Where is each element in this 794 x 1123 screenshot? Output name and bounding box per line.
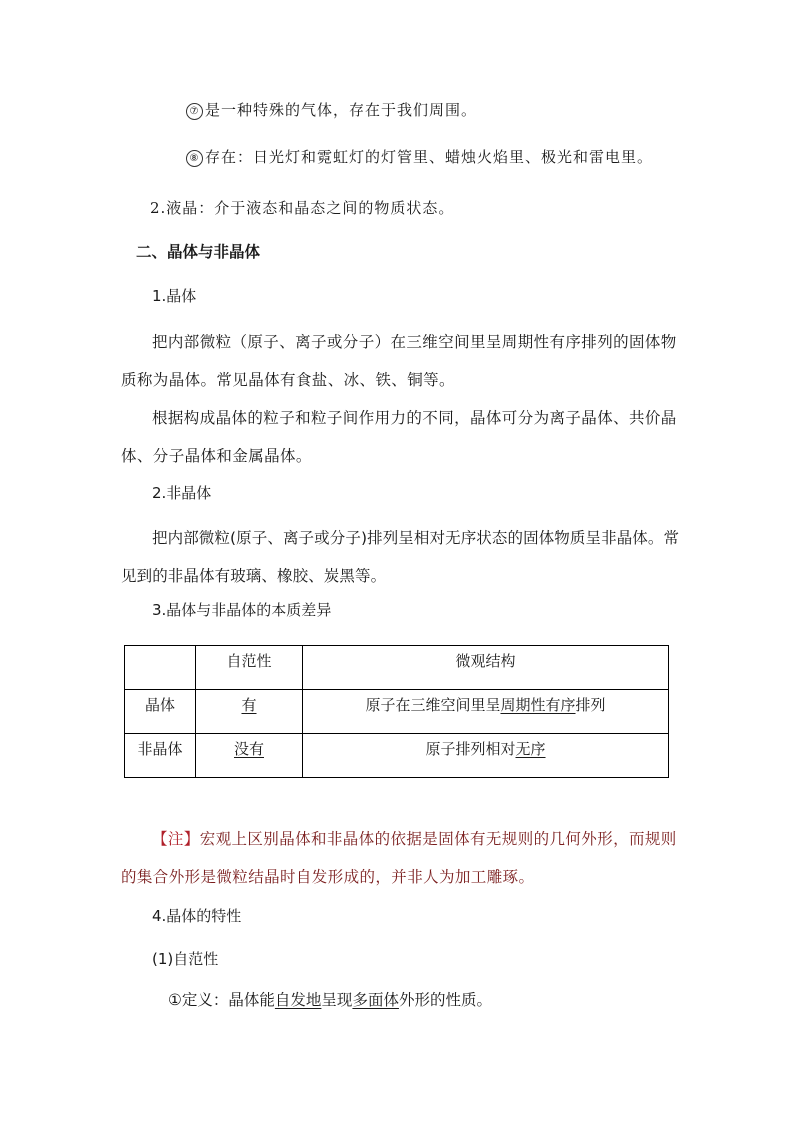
definition-text: ①定义：晶体能 bbox=[168, 991, 275, 1009]
difference-heading: 3.晶体与非晶体的本质差异 bbox=[152, 601, 332, 619]
note-paragraph bbox=[121, 820, 677, 896]
table-cell-crystal-self bbox=[196, 690, 303, 734]
self-forming-definition bbox=[168, 990, 492, 1010]
table-header-empty bbox=[125, 646, 196, 690]
self-forming-subheading: (1)自范性 bbox=[152, 950, 219, 968]
underlined-answer: 有序 bbox=[545, 696, 576, 714]
crystal-heading: 1.晶体 bbox=[152, 287, 197, 305]
properties-heading: 4.晶体的特性 bbox=[152, 907, 242, 925]
list-item-7-text: 是一种特殊的气体，存在于我们周围。 bbox=[205, 101, 478, 119]
table-row bbox=[125, 734, 669, 778]
micro-text: 原子在三维空间里呈 bbox=[365, 696, 501, 714]
table-row bbox=[125, 690, 669, 734]
underlined-answer: 周期性 bbox=[500, 696, 546, 714]
underlined-answer: 没有 bbox=[233, 740, 264, 758]
table-cell-amorphous-label: 非晶体 bbox=[125, 734, 196, 778]
list-item-7 bbox=[186, 100, 477, 120]
table-cell-amorphous-micro bbox=[303, 734, 669, 778]
table-header-microstructure: 微观结构 bbox=[303, 646, 669, 690]
note-tag: 【注】 bbox=[152, 830, 200, 848]
table-header-self-forming: 自范性 bbox=[196, 646, 303, 690]
table-cell-amorphous-self bbox=[196, 734, 303, 778]
table-cell-crystal-label: 晶体 bbox=[125, 690, 196, 734]
circled-number-8: ⑧ bbox=[186, 150, 203, 167]
underlined-answer: 自发地 bbox=[274, 991, 322, 1009]
amorphous-definition: 把内部微粒(原子、离子或分子)排列呈相对无序状态的固体物质呈非晶体。常见到的非晶体有玻璃、橡胶、炭黑等。 bbox=[121, 529, 680, 585]
micro-text: 排列 bbox=[575, 696, 606, 714]
table-header-row bbox=[125, 646, 669, 690]
underlined-answer: 无序 bbox=[515, 740, 546, 758]
definition-text: 外形的性质。 bbox=[398, 991, 492, 1009]
list-item-8-text: 存在：日光灯和霓虹灯的灯管里、蜡烛火焰里、极光和雷电里。 bbox=[205, 148, 654, 166]
micro-text: 原子排列相对 bbox=[425, 740, 516, 758]
definition-text: 呈现 bbox=[321, 991, 353, 1009]
circled-number-7: ⑦ bbox=[186, 103, 203, 120]
underlined-answer: 有 bbox=[241, 696, 257, 714]
underlined-answer: 多面体 bbox=[352, 991, 399, 1009]
section-heading-crystal: 二、晶体与非晶体 bbox=[136, 243, 261, 261]
comparison-table bbox=[124, 645, 669, 778]
note-text: 宏观上区别晶体和非晶体的依据是固体有无规则的几何外形，而规则的集合外形是微粒结晶时自发形成的，并非人为加工雕琢。 bbox=[121, 830, 677, 886]
list-item-8 bbox=[186, 147, 653, 167]
crystal-types: 根据构成晶体的粒子和粒子间作用力的不同，晶体可分为离子晶体、共价晶体、分子晶体和金属晶体。 bbox=[121, 409, 677, 465]
table-cell-crystal-micro bbox=[303, 690, 669, 734]
liquid-crystal-line: 2.液晶：介于液态和晶态之间的物质状态。 bbox=[150, 199, 455, 217]
crystal-definition: 把内部微粒（原子、离子或分子）在三维空间里呈周期性有序排列的固体物质称为晶体。常见晶体有食盐、冰、铁、铜等。 bbox=[121, 333, 677, 389]
amorphous-heading: 2.非晶体 bbox=[152, 484, 212, 502]
